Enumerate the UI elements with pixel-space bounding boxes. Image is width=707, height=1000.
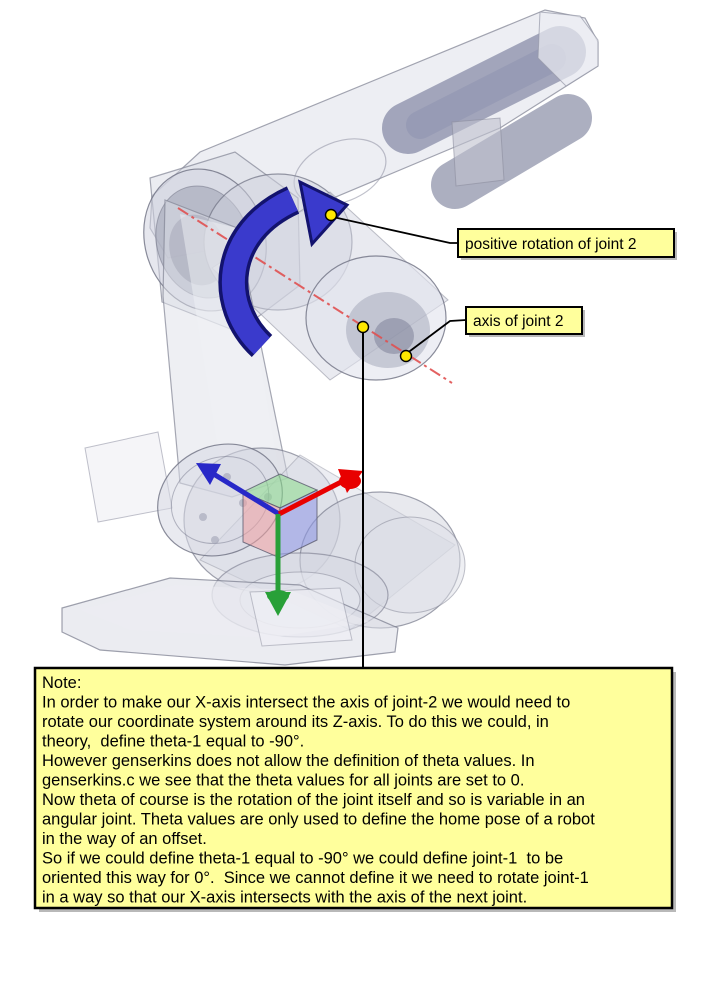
note-line: Note: <box>42 674 82 692</box>
label-axis-of-joint2 <box>466 307 585 337</box>
flange-hole <box>211 536 219 544</box>
note-box-group <box>35 668 676 912</box>
note-line: So if we could define theta-1 equal to -90° we could define joint-1 to be <box>42 849 564 868</box>
label-text-axis: axis of joint 2 <box>473 313 564 330</box>
base-step <box>250 588 352 646</box>
note-line: theory, define theta-1 equal to -90°. <box>42 732 305 751</box>
note-line: However genserkins does not allow the definition of theta values. In <box>42 752 535 770</box>
upper-arm-block <box>452 118 504 186</box>
flange-hole <box>199 513 207 521</box>
note-line: In order to make our X-axis intersect the axis of joint-2 we would need to <box>42 693 571 712</box>
note-line: angular joint. Theta values are only used to define the home pose of a robot <box>42 810 595 829</box>
label-positive-rotation <box>458 229 677 260</box>
label-text-positive-rotation: positive rotation of joint 2 <box>465 236 637 253</box>
note-line: genserkins.c we see that the theta values for all joints are set to 0. <box>42 771 525 790</box>
marker-dot-axis-near <box>358 322 369 333</box>
note-line: in the way of an offset. <box>42 830 207 848</box>
marker-dot-rotation <box>326 210 337 221</box>
robot-base <box>62 553 398 665</box>
note-line: rotate our coordinate system around its Z-axis. To do this we could, in <box>42 713 549 731</box>
note-line: Now theta of course is the rotation of the joint itself and so is variable in an <box>42 791 585 809</box>
note-line: in a way so that our X-axis intersects with the axis of the next joint. <box>42 888 528 907</box>
marker-dot-axis-far <box>401 351 412 362</box>
note-line: oriented this way for 0°. Since we cannot define it we need to rotate joint-1 <box>42 869 589 887</box>
